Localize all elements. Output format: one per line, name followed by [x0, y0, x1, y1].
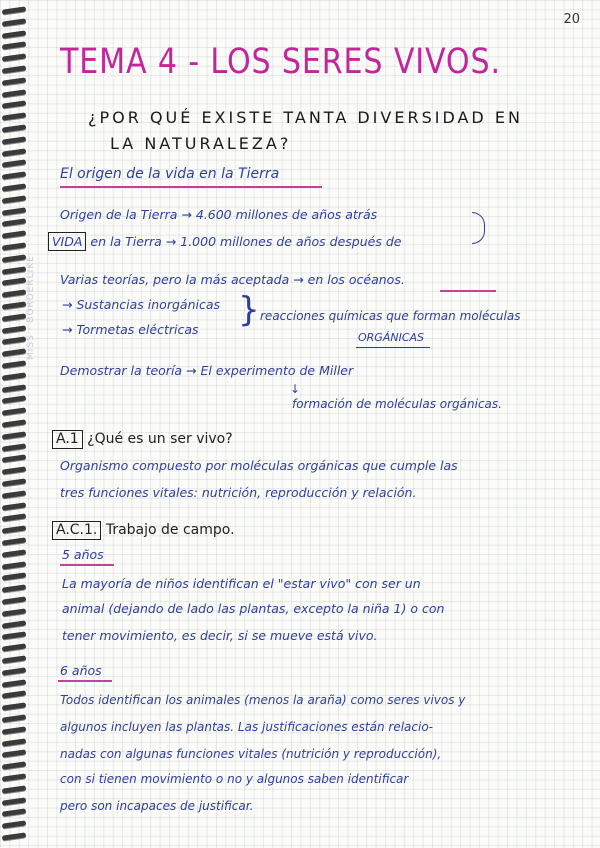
watermark: MISS · BORDERLIKE [26, 255, 36, 360]
age6-underline [58, 680, 112, 682]
spiral-hole [2, 467, 26, 475]
spiral-hole [2, 644, 26, 652]
demo-down-arrow: ↓ [290, 382, 301, 396]
spiral-hole [2, 113, 26, 121]
spiral-hole [2, 396, 26, 404]
spiral-hole [2, 136, 26, 144]
oceanos-underline [440, 290, 496, 292]
organicas-underline [356, 347, 430, 348]
spiral-hole [2, 77, 26, 85]
age5-line-2: animal (dejando de lado las plantas, excepto la niña 1) o con [62, 601, 445, 616]
spiral-hole [2, 821, 26, 829]
origin-hook-arrow [472, 212, 485, 244]
spiral-hole [2, 691, 26, 699]
spiral-hole [2, 502, 26, 510]
age6-line-5: pero son incapaces de justificar. [60, 799, 254, 813]
spiral-hole [2, 124, 26, 132]
spiral-hole [2, 773, 26, 781]
age5-underline [60, 564, 114, 566]
age6-line-2: algunos incluyen las plantas. Las justificaciones están relacio- [60, 720, 433, 734]
age5-line-1: La mayoría de niños identifican el "estar vivo" con ser un [62, 576, 421, 591]
origin-line-2: en la Tierra → 1.000 millones de años después de [90, 234, 402, 249]
spiral-hole [2, 561, 26, 569]
spiral-hole [2, 726, 26, 734]
spiral-hole [2, 714, 26, 722]
spiral-hole [2, 667, 26, 675]
spiral-hole [2, 585, 26, 593]
spiral-hole [2, 703, 26, 711]
spiral-hole [2, 443, 26, 451]
spiral-hole [2, 537, 26, 545]
spiral-hole [2, 372, 26, 380]
spiral-hole [2, 419, 26, 427]
spiral-hole [2, 313, 26, 321]
spiral-hole [2, 278, 26, 286]
spiral-hole [2, 254, 26, 262]
age5-heading: 5 años [62, 547, 104, 562]
theories-result-1: reacciones químicas que forman moléculas [260, 309, 521, 323]
age6-line-3: nadas con algunas funciones vitales (nutrición y reproducción), [60, 747, 442, 761]
spiral-hole [2, 832, 26, 840]
origin-heading: El origen de la vida en la Tierra [60, 166, 280, 182]
a1-question: ¿Qué es un ser vivo? [87, 431, 233, 447]
spiral-hole [2, 6, 26, 14]
spiral-hole [2, 573, 26, 581]
spiral-hole [2, 596, 26, 604]
spiral-hole [2, 797, 26, 805]
spiral-hole [2, 101, 26, 109]
spiral-hole [2, 431, 26, 439]
spiral-hole [2, 608, 26, 616]
age6-heading: 6 años [60, 663, 102, 678]
spiral-hole [2, 54, 26, 62]
spiral-hole [2, 42, 26, 50]
a1-heading [52, 430, 233, 449]
origin-heading-underline [60, 186, 322, 188]
spiral-hole [2, 148, 26, 156]
spiral-hole [2, 809, 26, 817]
theories-item-1: → Sustancias inorgánicas [62, 297, 221, 312]
spiral-hole [2, 301, 26, 309]
spiral-hole [2, 384, 26, 392]
spiral-hole [2, 655, 26, 663]
spiral-hole [2, 549, 26, 557]
spiral-hole [2, 478, 26, 486]
page-number: 20 [563, 12, 580, 27]
page-title: TEMA 4 - LOS SERES VIVOS. [60, 42, 501, 82]
origin-line-2-wrap [48, 232, 401, 251]
age5-line-3: tener movimiento, es decir, si se mueve está vivo. [62, 628, 378, 643]
spiral-hole [2, 514, 26, 522]
spiral-hole [2, 195, 26, 203]
a1-answer-1: Organismo compuesto por moléculas orgánicas que cumple las [60, 458, 458, 473]
ac1-title: Trabajo de campo. [105, 522, 235, 538]
spiral-hole [2, 360, 26, 368]
a1-answer-2: tres funciones vitales: nutrición, reproducción y relación. [60, 485, 417, 500]
spiral-hole [2, 207, 26, 215]
spiral-hole [2, 242, 26, 250]
a1-label: A.1 [52, 430, 83, 449]
theories-item-2: → Tormetas eléctricas [62, 322, 199, 337]
spiral-hole [2, 679, 26, 687]
theories-line: Varias teorías, pero la más aceptada → en los océanos. [60, 272, 405, 287]
spiral-hole [2, 160, 26, 168]
spiral-hole [2, 349, 26, 357]
spiral-hole [2, 18, 26, 26]
spiral-hole [2, 231, 26, 239]
spiral-hole [2, 408, 26, 416]
question-line-1: ¿POR QUÉ EXISTE TANTA DIVERSIDAD EN [88, 108, 523, 127]
spiral-hole [2, 266, 26, 274]
theories-brace: } [238, 290, 260, 330]
ac1-label: A.C.1. [52, 521, 101, 540]
spiral-hole [2, 526, 26, 534]
spiral-hole [2, 490, 26, 498]
vida-box: VIDA [48, 232, 86, 251]
ac1-heading [52, 521, 235, 540]
spiral-hole [2, 632, 26, 640]
spiral-binding [0, 0, 30, 848]
spiral-hole [2, 65, 26, 73]
origin-line-1: Origen de la Tierra → 4.600 millones de años atrás [60, 207, 378, 222]
demo-line: Demostrar la teoría → El experimento de Miller [60, 363, 354, 378]
spiral-hole [2, 290, 26, 298]
spiral-hole [2, 325, 26, 333]
spiral-hole [2, 172, 26, 180]
spiral-hole [2, 183, 26, 191]
spiral-hole [2, 455, 26, 463]
spiral-hole [2, 337, 26, 345]
spiral-hole [2, 738, 26, 746]
spiral-hole [2, 89, 26, 97]
theories-result-2: ORGÁNICAS [358, 331, 425, 344]
demo-result: formación de moléculas orgánicas. [292, 397, 502, 411]
spiral-hole [2, 762, 26, 770]
age6-line-1: Todos identifican los animales (menos la araña) como seres vivos y [60, 693, 466, 707]
age6-line-4: con si tienen movimiento o no y algunos saben identificar [60, 772, 409, 786]
spiral-hole [2, 750, 26, 758]
question-line-2: LA NATURALEZA? [110, 134, 292, 153]
spiral-hole [2, 620, 26, 628]
spiral-hole [2, 785, 26, 793]
spiral-hole [2, 219, 26, 227]
spiral-hole [2, 30, 26, 38]
